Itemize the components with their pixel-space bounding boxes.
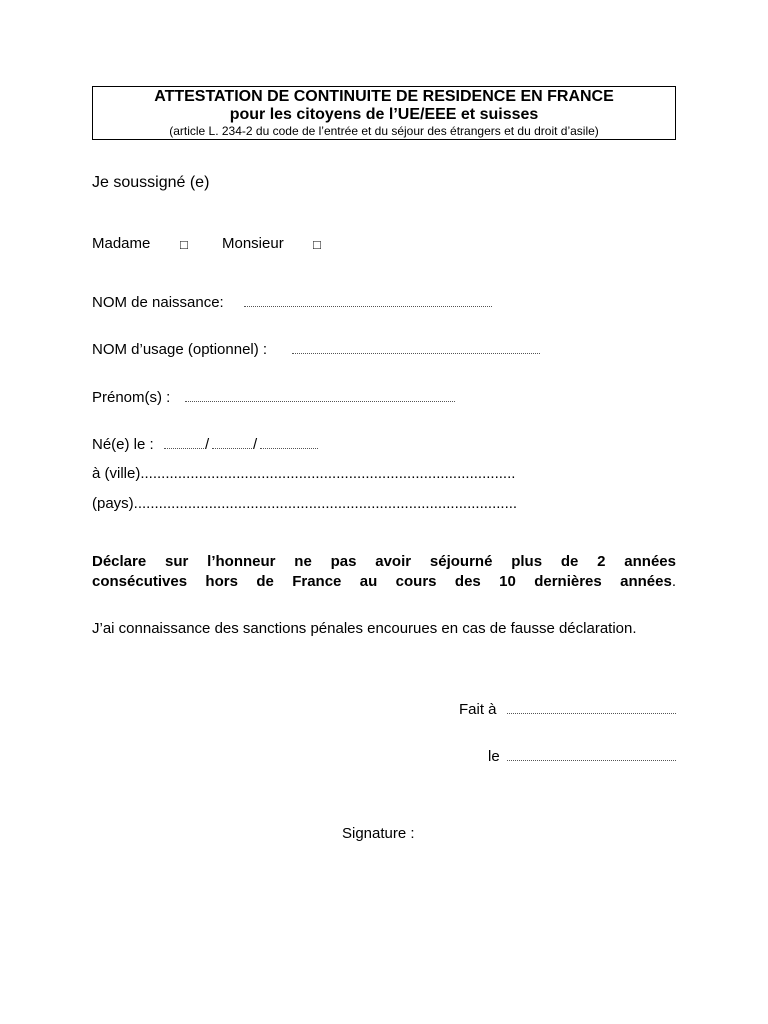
date-field[interactable] — [507, 748, 676, 766]
nom-usage-field[interactable] — [292, 341, 540, 359]
prenom-field[interactable] — [185, 389, 455, 407]
date-separator-1: / — [205, 436, 210, 453]
prenom-label: Prénom(s) : — [92, 389, 171, 406]
document-title: ATTESTATION DE CONTINUITE DE RESIDENCE EN FRANCE — [154, 88, 614, 105]
declaration-text — [92, 552, 676, 592]
birth-year-field[interactable] — [260, 436, 318, 454]
document-subtitle: pour les citoyens de l’UE/EEE et suisses — [229, 106, 539, 123]
monsieur-checkbox[interactable]: □ — [313, 237, 321, 252]
signature-label: Signature : — [342, 825, 415, 842]
fait-a-label: Fait à — [459, 701, 497, 718]
date-label: le — [488, 748, 500, 765]
birth-day-field[interactable] — [164, 436, 204, 454]
nom-naissance-label: NOM de naissance: — [92, 294, 224, 311]
declaration-line-2-wrap — [92, 572, 676, 592]
declaration-line-1: Déclare sur l’honneur ne pas avoir séjourné plus de 2 années — [92, 553, 676, 570]
birth-date-label: Né(e) le : — [92, 436, 154, 453]
declaration-period: . — [671, 573, 676, 590]
madame-label: Madame — [92, 235, 151, 252]
fait-a-field[interactable] — [507, 701, 676, 719]
declaration-line-2: consécutives hors de France au cours des 10 dernières années — [92, 573, 672, 590]
pays-field[interactable]: (pays)............................................................................................ — [92, 495, 518, 512]
legal-reference: (article L. 234-2 du code de l’entrée et du séjour des étrangers et du droit d’asile) — [169, 124, 599, 138]
sanctions-text: J’ai connaissance des sanctions pénales encourues en cas de fausse déclaration. — [92, 620, 637, 637]
intro-text: Je soussigné (e) — [92, 174, 210, 191]
birth-month-field[interactable] — [212, 436, 252, 454]
monsieur-label: Monsieur — [222, 235, 284, 252]
ville-field[interactable]: à (ville).......................................................................................... — [92, 465, 516, 482]
date-separator-2: / — [253, 436, 258, 453]
title-box — [92, 86, 676, 140]
nom-naissance-field[interactable] — [244, 294, 492, 312]
nom-usage-label: NOM d’usage (optionnel) : — [92, 341, 268, 358]
madame-checkbox[interactable]: □ — [180, 237, 188, 252]
